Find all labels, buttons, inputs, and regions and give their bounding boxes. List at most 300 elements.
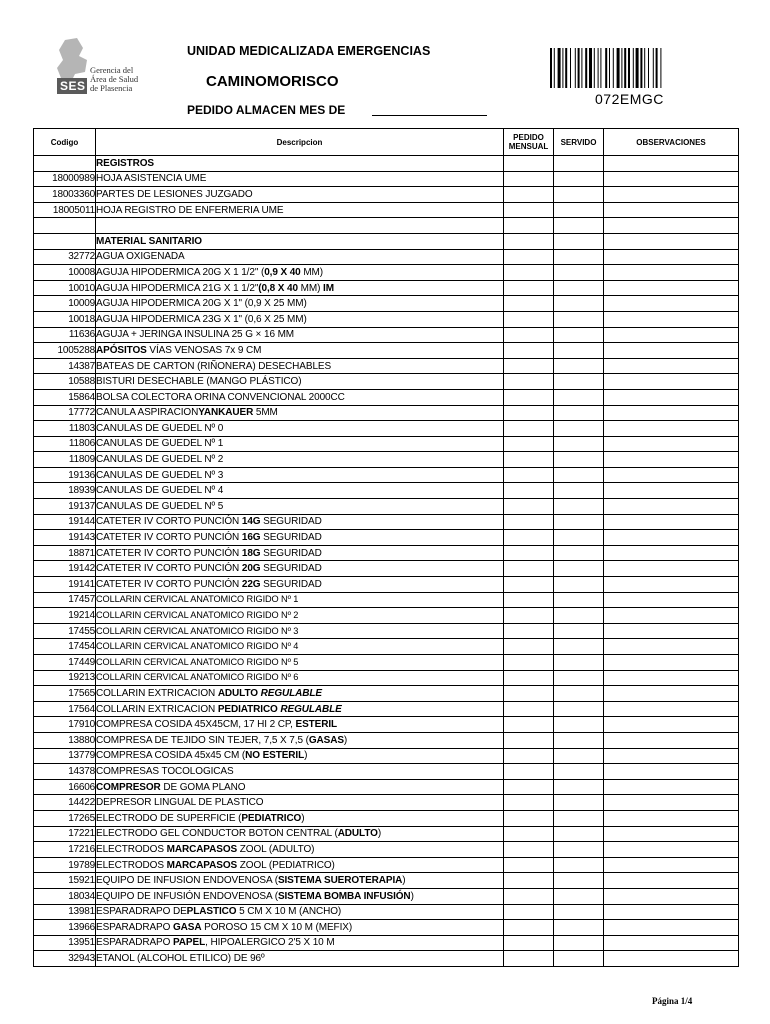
monthly-order-cell[interactable] [504,701,554,717]
observations-cell[interactable] [604,795,739,811]
table-row [34,187,739,203]
table-row [34,249,739,265]
item-code: 10010 [34,280,96,296]
description-text: 22G [241,578,261,590]
observations-cell[interactable] [604,873,739,889]
served-cell[interactable] [554,857,604,873]
item-code: 13779 [34,748,96,764]
item-code: 11803 [34,421,96,437]
served-cell[interactable] [554,748,604,764]
served-cell[interactable] [554,764,604,780]
item-code: 17910 [34,717,96,733]
monthly-order-cell[interactable] [504,249,554,265]
table-row [34,327,739,343]
description-text: BATEAS DE CARTON (RIÑONERA) DESECHABLES [96,360,332,372]
description-text: COLLARIN EXTRICACION [96,703,218,715]
observations-cell[interactable] [604,530,739,546]
barcode-bar [653,48,654,88]
table-row [34,499,739,515]
item-description [96,405,504,421]
description-text: BISTURI DESECHABLE (MANGO PLÁSTICO) [96,376,302,388]
description-text: SEGURIDAD [260,532,322,544]
served-cell[interactable] [554,608,604,624]
description-text: 20G [241,563,261,575]
served-cell[interactable] [554,421,604,437]
observations-cell[interactable] [604,701,739,717]
served-cell[interactable] [554,670,604,686]
item-code: 17565 [34,686,96,702]
monthly-order-cell[interactable] [504,327,554,343]
observations-cell[interactable] [604,249,739,265]
table-row [34,265,739,281]
item-description [96,374,504,390]
description-text: COLLARIN CERVICAL ANATOMICO RIGIDO Nº 6 [96,672,299,683]
table-row [34,748,739,764]
table-row [34,623,739,639]
monthly-order-cell[interactable] [504,795,554,811]
item-code: 17449 [34,655,96,671]
table-header-row [34,129,739,156]
item-code: 15864 [34,389,96,405]
observations-cell[interactable] [604,343,739,359]
item-description [96,514,504,530]
observations-cell[interactable] [604,592,739,608]
monthly-order-cell[interactable] [504,483,554,499]
table-row [34,717,739,733]
served-cell[interactable] [554,842,604,858]
item-description [96,857,504,873]
table-row [34,389,739,405]
served-cell[interactable] [554,358,604,374]
description-text: SEGURIDAD [260,547,322,559]
table-row [34,233,739,249]
observations-cell[interactable] [604,779,739,795]
monthly-order-cell[interactable] [504,545,554,561]
observations-cell[interactable] [604,764,739,780]
monthly-order-cell[interactable] [504,655,554,671]
item-description [96,826,504,842]
monthly-order-cell[interactable] [504,748,554,764]
description-text: DE GOMA PLANO [160,781,246,793]
served-cell[interactable] [554,561,604,577]
barcode-bar [621,48,622,88]
table-row [34,826,739,842]
served-cell[interactable] [554,920,604,936]
table-row [34,842,739,858]
monthly-order-cell[interactable] [504,920,554,936]
served-cell[interactable] [554,779,604,795]
observations-cell[interactable] [604,389,739,405]
item-code: 13981 [34,904,96,920]
item-description [96,873,504,889]
description-text: AGUJA + JERINGA INSULINA 25 G × 16 MM [96,329,295,341]
monthly-order-cell[interactable] [504,311,554,327]
monthly-order-cell[interactable] [504,686,554,702]
monthly-order-cell[interactable] [504,779,554,795]
barcode-bar [575,48,576,88]
description-text: ESPARADRAPO [96,921,173,933]
table-row [34,561,739,577]
observations-cell[interactable] [604,545,739,561]
served-cell[interactable] [554,499,604,515]
monthly-order-cell[interactable] [504,717,554,733]
table-row [34,218,739,234]
observations-cell[interactable] [604,280,739,296]
served-cell[interactable] [554,904,604,920]
observations-cell[interactable] [604,561,739,577]
served-cell[interactable] [554,701,604,717]
item-code: 19143 [34,530,96,546]
table-row [34,686,739,702]
description-text: CANULAS DE GUEDEL Nº 0 [96,422,224,434]
description-text: 16G [241,532,261,544]
item-code: 16606 [34,779,96,795]
barcode-bar [581,48,582,88]
description-text: PEDIATRICO [241,812,302,824]
observations-cell[interactable] [604,171,739,187]
table-row [34,436,739,452]
monthly-order-cell[interactable] [504,280,554,296]
observations-cell[interactable] [604,951,739,967]
barcode-bar [589,48,592,88]
served-cell[interactable] [554,655,604,671]
monthly-order-cell[interactable] [504,467,554,483]
served-cell[interactable] [554,374,604,390]
table-row [34,701,739,717]
location-title: CAMINOMORISCO [206,73,339,90]
item-description [96,779,504,795]
item-description [96,358,504,374]
description-text: SISTEMA SUEROTERAPIA [277,875,403,887]
monthly-order-cell[interactable] [504,842,554,858]
observations-cell[interactable] [604,327,739,343]
item-code: 14422 [34,795,96,811]
served-cell[interactable] [554,452,604,468]
table-row [34,639,739,655]
served-cell[interactable] [554,686,604,702]
observations-cell[interactable] [604,467,739,483]
observations-cell[interactable] [604,265,739,281]
observations-cell[interactable] [604,218,739,234]
observations-cell[interactable] [604,577,739,593]
description-text: CANULAS DE GUEDEL Nº 3 [96,469,224,481]
observations-cell[interactable] [604,655,739,671]
observations-cell[interactable] [604,732,739,748]
section-heading [96,156,504,172]
item-description [96,327,504,343]
description-text: MATERIAL SANITARIO [96,235,202,247]
description-text: COLLARIN CERVICAL ANATOMICO RIGIDO Nº 4 [96,641,299,652]
description-text: ) [402,875,406,887]
barcode-bar [648,48,649,88]
observations-cell[interactable] [604,499,739,515]
served-cell[interactable] [554,405,604,421]
monthly-order-cell[interactable] [504,233,554,249]
served-cell[interactable] [554,577,604,593]
served-cell[interactable] [554,311,604,327]
description-text: CATETER IV CORTO PUNCIÓN [96,563,242,575]
table-row [34,405,739,421]
description-text: CANULAS DE GUEDEL Nº 2 [96,454,224,466]
description-text: ESTERIL [295,719,338,731]
item-code: 10018 [34,311,96,327]
observations-cell[interactable] [604,826,739,842]
observations-cell[interactable] [604,920,739,936]
served-cell[interactable] [554,233,604,249]
served-cell[interactable] [554,826,604,842]
description-text: ) [304,750,308,762]
description-text: CATETER IV CORTO PUNCIÓN [96,516,242,528]
barcode-bar [550,48,552,88]
table-row [34,873,739,889]
barcode-bar [605,48,607,88]
description-text: ETANOL (ALCOHOL ETILICO) DE 96º [96,953,265,965]
description-text: PARTES DE LESIONES JUZGADO [96,188,253,200]
item-description [96,888,504,904]
served-cell[interactable] [554,514,604,530]
monthly-order-cell[interactable] [504,374,554,390]
item-code: 18005011 [34,202,96,218]
monthly-order-cell[interactable] [504,810,554,826]
monthly-order-cell[interactable] [504,608,554,624]
observations-cell[interactable] [604,888,739,904]
item-description [96,296,504,312]
monthly-order-cell[interactable] [504,577,554,593]
observations-cell[interactable] [604,810,739,826]
served-cell[interactable] [554,483,604,499]
observations-cell[interactable] [604,374,739,390]
served-cell[interactable] [554,280,604,296]
table-row [34,452,739,468]
barcode-bar [585,48,587,88]
item-code: 10009 [34,296,96,312]
column-header-monthly-line2: MENSUAL [508,142,549,151]
description-text: IM [323,282,334,294]
monthly-order-cell[interactable] [504,592,554,608]
served-cell[interactable] [554,639,604,655]
monthly-order-cell[interactable] [504,218,554,234]
monthly-order-cell[interactable] [504,405,554,421]
observations-cell[interactable] [604,483,739,499]
table-row [34,888,739,904]
monthly-order-cell[interactable] [504,935,554,951]
served-cell[interactable] [554,202,604,218]
observations-cell[interactable] [604,748,739,764]
item-code: 18034 [34,888,96,904]
served-cell[interactable] [554,545,604,561]
table-row [34,530,739,546]
observations-cell[interactable] [604,156,739,172]
description-text: ADULTO [217,687,261,699]
served-cell[interactable] [554,873,604,889]
description-text: EQUIPO DE INFUSION ENDOVENOSA ( [96,875,278,887]
observations-cell[interactable] [604,608,739,624]
item-description [96,187,504,203]
observations-cell[interactable] [604,233,739,249]
served-cell[interactable] [554,327,604,343]
description-text: ) [410,890,414,902]
observations-cell[interactable] [604,514,739,530]
barcode-bar [656,48,658,88]
served-cell[interactable] [554,732,604,748]
monthly-order-cell[interactable] [504,265,554,281]
item-description [96,670,504,686]
observations-cell[interactable] [604,202,739,218]
monthly-order-cell[interactable] [504,421,554,437]
served-cell[interactable] [554,249,604,265]
monthly-order-cell[interactable] [504,530,554,546]
served-cell[interactable] [554,436,604,452]
table-row [34,374,739,390]
observations-cell[interactable] [604,436,739,452]
section-heading [96,233,504,249]
description-text: COMPRESA COSIDA 45x45 CM ( [96,750,246,762]
observations-cell[interactable] [604,717,739,733]
table-row [34,311,739,327]
description-text: 5 CM X 10 M (ANCHO) [236,906,342,918]
item-description [96,202,504,218]
observations-cell[interactable] [604,405,739,421]
item-code: 13880 [34,732,96,748]
served-cell[interactable] [554,951,604,967]
item-description [96,452,504,468]
observations-cell[interactable] [604,311,739,327]
barcode-icon [548,48,690,94]
item-code [34,156,96,172]
observations-cell[interactable] [604,421,739,437]
monthly-order-cell[interactable] [504,171,554,187]
barcode-bar [600,48,601,88]
observations-cell[interactable] [604,857,739,873]
item-code [34,233,96,249]
description-text: CANULA ASPIRACION [96,407,199,419]
served-cell[interactable] [554,265,604,281]
monthly-order-cell[interactable] [504,452,554,468]
table-row [34,483,739,499]
monthly-order-cell[interactable] [504,343,554,359]
description-text: CATETER IV CORTO PUNCIÓN [96,547,242,559]
served-cell[interactable] [554,935,604,951]
monthly-order-cell[interactable] [504,436,554,452]
table-row [34,810,739,826]
monthly-order-cell[interactable] [504,514,554,530]
served-cell[interactable] [554,795,604,811]
served-cell[interactable] [554,623,604,639]
item-code: 18939 [34,483,96,499]
served-cell[interactable] [554,218,604,234]
table-row [34,764,739,780]
item-code: 13966 [34,920,96,936]
item-code: 19142 [34,561,96,577]
description-text: COLLARIN CERVICAL ANATOMICO RIGIDO Nº 1 [96,594,299,605]
observations-cell[interactable] [604,686,739,702]
monthly-order-cell[interactable] [504,888,554,904]
ses-logo [53,38,163,100]
item-code: 18000989 [34,171,96,187]
monthly-order-cell[interactable] [504,499,554,515]
item-description [96,810,504,826]
monthly-order-cell[interactable] [504,187,554,203]
table-row [34,358,739,374]
served-cell[interactable] [554,156,604,172]
served-cell[interactable] [554,592,604,608]
monthly-order-cell[interactable] [504,951,554,967]
description-text: HOJA REGISTRO DE ENFERMERIA UME [96,204,284,216]
served-cell[interactable] [554,296,604,312]
item-description [96,842,504,858]
served-cell[interactable] [554,888,604,904]
barcode-bar [558,48,561,88]
monthly-order-cell[interactable] [504,296,554,312]
item-code: 32772 [34,249,96,265]
served-cell[interactable] [554,530,604,546]
observations-cell[interactable] [604,623,739,639]
monthly-order-cell[interactable] [504,873,554,889]
table-row [34,296,739,312]
item-code: 14378 [34,764,96,780]
monthly-order-cell[interactable] [504,732,554,748]
item-description [96,249,504,265]
description-text: COLLARIN CERVICAL ANATOMICO RIGIDO Nº 5 [96,656,299,667]
monthly-order-cell[interactable] [504,156,554,172]
monthly-order-cell[interactable] [504,561,554,577]
item-code: 17454 [34,639,96,655]
monthly-order-cell[interactable] [504,202,554,218]
observations-cell[interactable] [604,842,739,858]
observations-cell[interactable] [604,452,739,468]
served-cell[interactable] [554,389,604,405]
served-cell[interactable] [554,810,604,826]
description-text: ZOOL (PEDIATRICO) [237,859,335,871]
monthly-order-cell[interactable] [504,639,554,655]
item-code: 17216 [34,842,96,858]
description-text: MM) [297,282,324,294]
observations-cell[interactable] [604,187,739,203]
monthly-order-cell[interactable] [504,826,554,842]
item-code: 13951 [34,935,96,951]
observations-cell[interactable] [604,904,739,920]
served-cell[interactable] [554,717,604,733]
description-text: COMPRESA COSIDA 45X45CM, 17 HI 2 CP, [96,719,296,731]
observations-cell[interactable] [604,639,739,655]
served-cell[interactable] [554,171,604,187]
description-text: ZOOL (ADULTO) [237,843,315,855]
observations-cell[interactable] [604,358,739,374]
monthly-order-cell[interactable] [504,764,554,780]
description-text: COLLARIN EXTRICACION [96,687,218,699]
served-cell[interactable] [554,467,604,483]
served-cell[interactable] [554,343,604,359]
item-description [96,577,504,593]
description-text: COMPRESA DE TEJIDO SIN TEJER, 7,5 X 7,5 ( [96,734,309,746]
monthly-order-cell[interactable] [504,904,554,920]
item-code: 17265 [34,810,96,826]
monthly-order-cell[interactable] [504,389,554,405]
item-description [96,171,504,187]
served-cell[interactable] [554,187,604,203]
barcode-bar [578,48,580,88]
monthly-order-cell[interactable] [504,358,554,374]
observations-cell[interactable] [604,670,739,686]
monthly-order-cell[interactable] [504,857,554,873]
item-code: 18003360 [34,187,96,203]
monthly-order-cell[interactable] [504,670,554,686]
item-code [34,218,96,234]
description-text: DEPRESOR LINGUAL DE PLASTICO [96,797,264,809]
observations-cell[interactable] [604,935,739,951]
observations-cell[interactable] [604,296,739,312]
monthly-order-cell[interactable] [504,623,554,639]
